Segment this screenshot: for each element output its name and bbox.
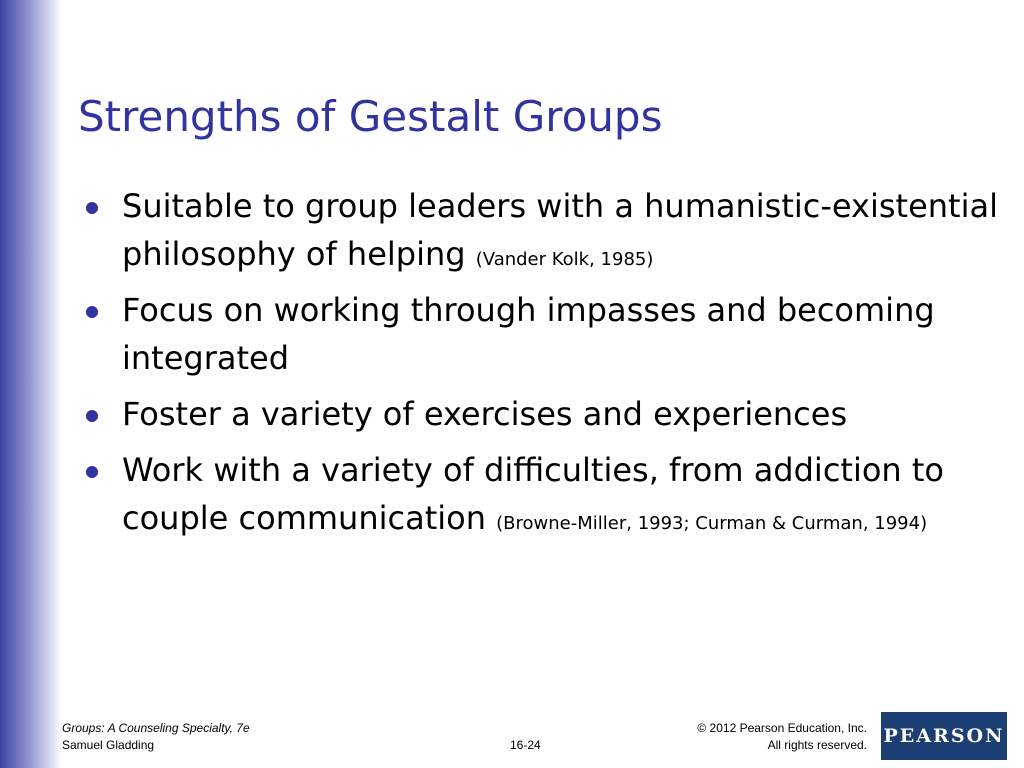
side-gradient-bar	[0, 0, 62, 768]
bullet-citation: (Browne-Miller, 1993; Curman & Curman, 1994)	[496, 513, 928, 534]
bullet-item	[84, 390, 1004, 438]
footer-book-title: Groups: A Counseling Specialty, 7e	[62, 721, 250, 735]
footer-copyright-line: © 2012 Pearson Education, Inc.	[697, 721, 867, 735]
bullet-text: Foster a variety of exercises and experiences	[122, 395, 848, 433]
footer-author: Samuel Gladding	[62, 738, 155, 752]
bullet-text: Focus on working through impasses and becoming integrated	[122, 291, 935, 377]
bullet-icon	[86, 466, 98, 478]
pearson-logo	[881, 712, 1007, 760]
footer-page-number: 16-24	[510, 738, 541, 752]
pearson-logo-text: PEARSON	[883, 725, 1005, 747]
slide-title: Strengths of Gestalt Groups	[78, 92, 663, 141]
bullet-text: Work with a variety of difficulties, from addiction to couple communication	[122, 451, 944, 537]
bullet-text: Suitable to group leaders with a humanistic-existential philosophy of helping	[122, 187, 998, 273]
bullet-item	[84, 182, 1004, 278]
bullet-item	[84, 286, 1004, 382]
bullet-item	[84, 446, 1004, 542]
footer-rights-line: All rights reserved.	[767, 738, 867, 752]
footer-copyright	[697, 720, 867, 754]
bullet-icon	[86, 410, 98, 422]
bullet-icon	[86, 202, 98, 214]
bullet-list	[84, 182, 1004, 550]
footer-book-info	[62, 720, 250, 754]
bullet-citation: (Vander Kolk, 1985)	[475, 249, 654, 270]
bullet-icon	[86, 306, 98, 318]
